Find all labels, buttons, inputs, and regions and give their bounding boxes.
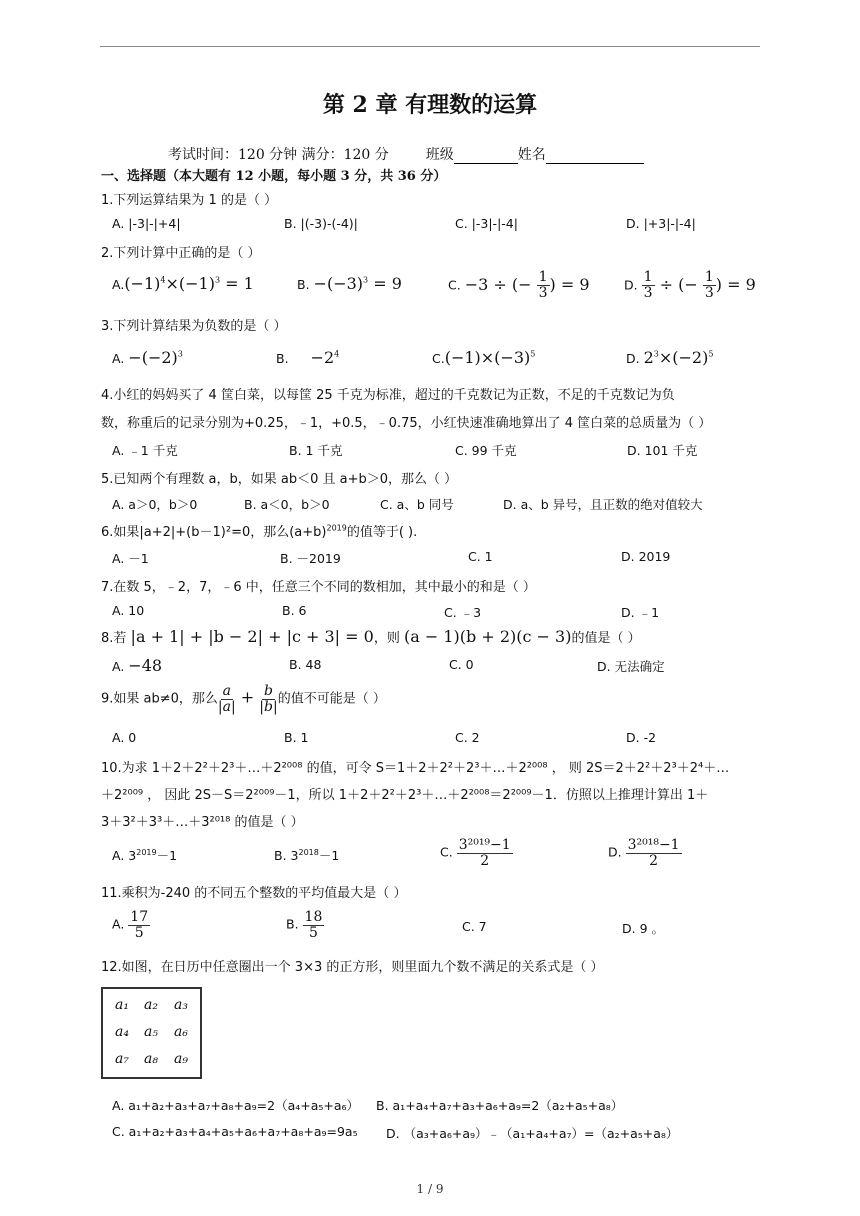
q11-option-d: D. 9 。 (622, 921, 664, 936)
q10-b-post: －1 (318, 848, 340, 863)
q6-stem-post: 的值等于( ). (346, 525, 418, 540)
q9-option-d: D. -2 (626, 730, 657, 745)
q6-option-c: C. 1 (468, 549, 493, 564)
q10-d-frac (626, 838, 682, 868)
grid-cell: a₉ (174, 1051, 188, 1067)
q3-b-label: B. (276, 351, 289, 366)
q8-expr1: |a + 1| + |b − 2| + |c + 3| = 0 (130, 627, 374, 646)
q10-c-frac (457, 838, 513, 868)
q5-option-b: B. a＜0，b＞0 (244, 497, 330, 512)
grid-cell: a₆ (174, 1024, 188, 1040)
q1-option-a: A. |-3|-|+4| (112, 216, 181, 231)
q3-option-c (432, 348, 535, 367)
q2-option-d (624, 270, 756, 300)
q3-d-label: D. (626, 351, 640, 366)
q12-option-d: D. （a₃+a₆+a₉）﹣（a₁+a₄+a₇）=（a₂+a₅+a₈） (386, 1126, 679, 1141)
q1-option-c: C. |-3|-|-4| (455, 216, 518, 231)
q11-option-b (286, 910, 324, 940)
q3-option-b (276, 348, 339, 367)
q11-a-frac (128, 910, 150, 940)
q8-a-value: −48 (128, 656, 163, 675)
q4-option-a: A. ﹣1 千克 (112, 443, 178, 458)
q3-option-d (626, 348, 713, 367)
q11-b-num: 18 (304, 909, 323, 925)
q3-d-formula: $2^3\times(-2)^5$ (643, 348, 714, 367)
question-10-line1: 10.为求 1＋2＋2²＋2³＋…＋2²⁰⁰⁸ 的值，可令 S＝1＋2＋2²＋2³＋…＋2²⁰⁰⁸ ， 则 2S＝2＋2²＋2³＋2⁴＋… (101, 761, 730, 776)
question-11: 11.乘积为-240 的不同五个整数的平均值最大是（ ） (101, 886, 407, 901)
q2-d-label: D. (624, 277, 638, 293)
q12-option-a: A. a₁+a₂+a₃+a₇+a₈+a₉=2（a₄+a₅+a₆） (112, 1098, 360, 1113)
q10-b-pre: B. 3 (274, 848, 299, 863)
exam-time: 考试时间：120 分钟 满分：120 分 (168, 147, 389, 163)
q7-option-c: C. ﹣3 (444, 605, 482, 620)
question-2: 2.下列计算中正确的是（ ） (101, 246, 261, 261)
q3-a-label: A. (112, 351, 125, 366)
q6-stem-pre: 6.如果|a+2|+(b－1)²=0，那么(a+b) (101, 525, 327, 540)
q2-c-formula: −3 ÷ (− $\frac{1}{3}$ ) = 9 (464, 269, 590, 301)
q3-a-formula: $-(-2)^3$ (128, 348, 183, 367)
q9-pre: 9.如果 ab≠0，那么 (101, 691, 218, 707)
q9-frac-b: $\frac{b}{|b|}$ (259, 683, 278, 715)
q3-c-label: C. (432, 351, 445, 366)
q6-option-b: B. －2019 (280, 551, 341, 566)
q10-b-sup: 2018 (298, 847, 319, 857)
q7-option-a: A. 10 (112, 603, 145, 618)
q11-b-frac (303, 910, 325, 940)
question-4-line1: 4.小红的妈妈买了 4 筐白菜，以每筐 25 千克为标准，超过的千克数记为正数，不足的千克数记为负 (101, 388, 675, 403)
q10-d-den: 2 (649, 852, 659, 869)
question-7: 7.在数 5，﹣2，7，﹣6 中，任意三个不同的数相加，其中最小的和是（ ） (101, 580, 536, 595)
q7-option-d: D. ﹣1 (621, 605, 660, 620)
q5-option-c: C. a、b 同号 (380, 497, 454, 512)
section-heading: 一、选择题（本大题有 12 小题，每小题 3 分，共 36 分） (101, 169, 447, 184)
q4-option-d: D. 101 千克 (627, 443, 698, 458)
q5-option-d: D. a、b 异号，且正数的绝对值较大 (503, 497, 703, 512)
grid-cell: a₃ (174, 997, 188, 1013)
grid-cell: a₈ (144, 1051, 158, 1067)
q3-option-a (112, 348, 183, 367)
q2-c-label: C. (448, 277, 461, 293)
q8-a-label: A. (112, 659, 125, 674)
q2-a-formula: $(-1)^4\times(-1)^3 = 1$ (124, 274, 254, 293)
page-number: 1 / 9 (416, 1182, 444, 1196)
q6-option-a: A. －1 (112, 551, 149, 566)
q8-mid: ，则 (373, 631, 400, 646)
grid-cell: a₇ (115, 1051, 129, 1067)
q11-a-den: 5 (134, 924, 144, 941)
q11-b-label: B. (286, 916, 299, 932)
q10-a-sup: 2019 (136, 847, 157, 857)
q10-option-c (440, 838, 513, 868)
q7-option-b: B. 6 (282, 603, 307, 618)
q11-option-c: C. 7 (462, 919, 487, 934)
q10-c-den: 2 (480, 852, 490, 869)
q10-c-num: 3²⁰¹⁹−1 (458, 837, 511, 853)
q10-a-post: －1 (156, 848, 178, 863)
q11-a-num: 17 (130, 909, 149, 925)
q12-option-b: B. a₁+a₄+a₇+a₃+a₆+a₉=2（a₂+a₅+a₈） (376, 1098, 624, 1113)
q8-option-c: C. 0 (449, 657, 474, 672)
q8-option-d: D. 无法确定 (597, 659, 665, 674)
q9-post: 的值不可能是（ ） (277, 691, 386, 707)
q10-d-num: 3²⁰¹⁸−1 (627, 837, 680, 853)
q2-option-c (448, 270, 590, 300)
grid-cell: a₁ (115, 997, 129, 1013)
question-12: 12.如图，在日历中任意圈出一个 3×3 的正方形，则里面九个数不满足的关系式是（ ） (101, 960, 604, 975)
grid-cell: a₂ (144, 997, 158, 1013)
q2-b-formula: $-(-3)^3 = 9$ (313, 274, 402, 293)
class-label: 班级 (425, 147, 454, 163)
exam-meta (168, 144, 644, 164)
name-label: 姓名 (517, 147, 546, 163)
question-6 (101, 521, 417, 540)
question-3: 3.下列计算结果为负数的是（ ） (101, 319, 287, 334)
q2-option-a (112, 274, 254, 293)
q10-c-label: C. (440, 844, 453, 860)
q2-option-b (297, 274, 402, 293)
q11-a-label: A. (112, 916, 125, 932)
q1-option-b: B. |(-3)-(-4)| (284, 216, 358, 231)
question-9: 9.如果 ab≠0，那么 $\frac{a}{|a|}$ + $\frac{b}{|b|}$ 的值不可能是（ ） (101, 683, 386, 715)
grid-cell: a₄ (115, 1024, 129, 1040)
q2-d-formula: $\frac{1}{3}$ ÷ (− $\frac{1}{3}$ ) = 9 (643, 269, 756, 301)
q3-c-formula: $(-1)\times(-3)^5$ (444, 348, 536, 367)
q2-b-label: B. (297, 277, 310, 292)
q8-option-b: B. 48 (289, 657, 322, 672)
q8-post: 的值是（ ） (571, 631, 641, 646)
q10-option-d (608, 838, 682, 868)
q4-option-c: C. 99 千克 (455, 443, 517, 458)
q1-option-d: D. |+3|-|-4| (626, 216, 696, 231)
q6-option-d: D. 2019 (621, 549, 671, 564)
q12-option-c: C. a₁+a₂+a₃+a₄+a₅+a₆+a₇+a₈+a₉=9a₅ (112, 1124, 358, 1139)
q2-a-label: A. (112, 277, 125, 292)
question-4-line2: 数，称重后的记录分别为+0.25，﹣1，+0.5，﹣0.75，小红快速准确地算出了 4 筐白菜的总质量为（ ） (101, 416, 712, 431)
q10-a-pre: A. 3 (112, 848, 137, 863)
q8-pre: 8.若 (101, 631, 127, 646)
class-blank (454, 149, 518, 164)
question-10-line2: ＋2²⁰⁰⁹ ， 因此 2S－S＝2²⁰⁰⁹－1，所以 1＋2＋2²＋2³＋…＋2²⁰⁰⁸＝2²⁰⁰⁹－1．仿照以上推理计算出 1＋ (101, 788, 709, 803)
q9-option-a: A. 0 (112, 730, 137, 745)
q4-option-b: B. 1 千克 (289, 443, 343, 458)
q5-option-a: A. a＞0，b＞0 (112, 497, 198, 512)
grid-cell: a₅ (144, 1024, 158, 1040)
q9-option-c: C. 2 (455, 730, 480, 745)
q10-option-a (112, 846, 177, 864)
question-8 (101, 627, 641, 646)
q3-b-formula: $-2^4$ (310, 348, 340, 367)
question-1: 1.下列运算结果为 1 的是（ ） (101, 193, 278, 208)
name-blank (546, 149, 644, 164)
q9-frac-a: $\frac{a}{|a|}$ (217, 683, 236, 715)
q11-option-a (112, 910, 150, 940)
q9-option-b: B. 1 (284, 730, 309, 745)
question-10-line3: 3＋3²＋3³＋…＋3²⁰¹⁸ 的值是（ ） (101, 815, 304, 830)
top-rule (100, 46, 760, 47)
q11-b-den: 5 (309, 924, 318, 941)
question-5: 5.已知两个有理数 a，b，如果 ab＜0 且 a+b＞0，那么（ ） (101, 472, 458, 487)
q8-expr2: (a − 1)(b + 2)(c − 3) (403, 627, 572, 646)
q8-option-a (112, 656, 162, 675)
q10-d-label: D. (608, 844, 622, 860)
calendar-grid-figure (101, 987, 202, 1079)
page-title: 第 2 章 有理数的运算 (322, 92, 538, 118)
q10-option-b (274, 846, 339, 864)
q6-stem-sup: 2019 (326, 523, 347, 533)
